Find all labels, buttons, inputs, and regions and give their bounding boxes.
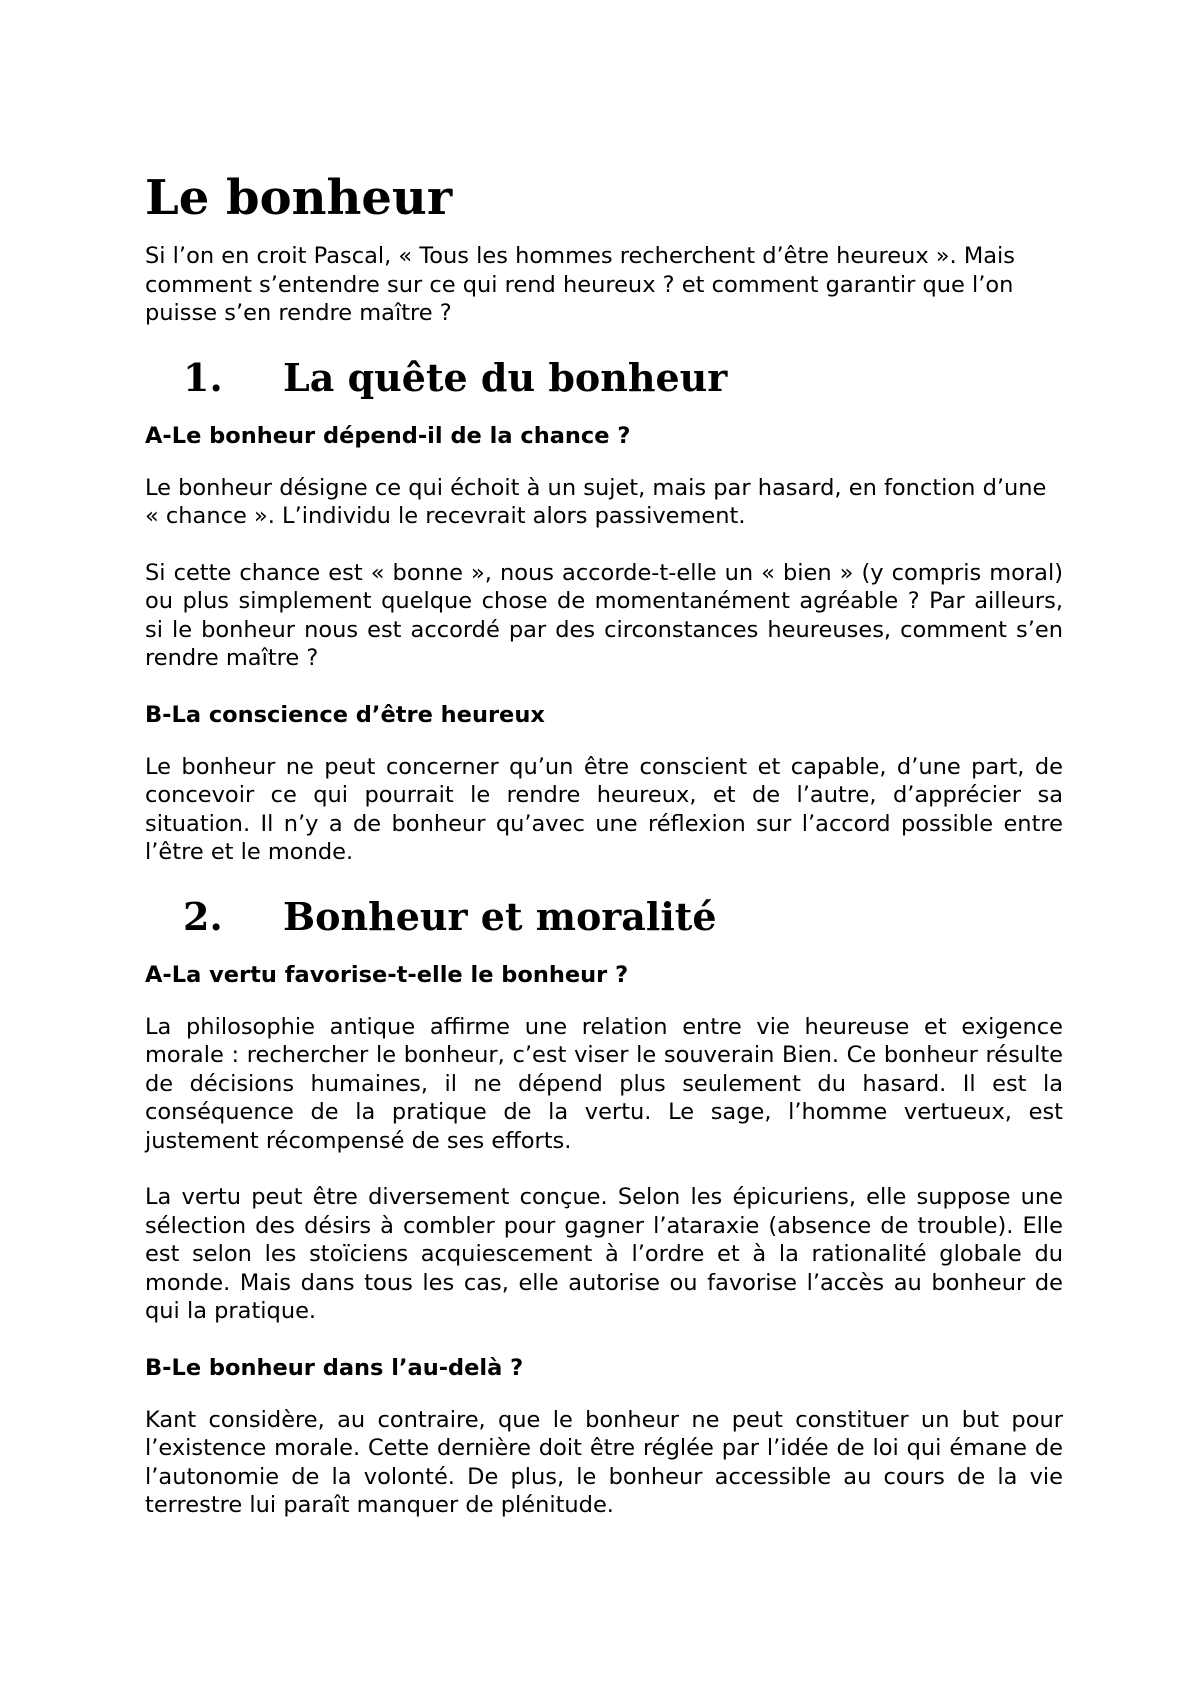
subsection-heading: B-Le bonheur dans l’au-delà ?	[145, 1354, 524, 1381]
paragraph: La philosophie antique affirme une relation entre vie heureuse et exigence morale : rechercher le bonheur, c’est viser le souverain Bien. Ce bonheur résulte de décisions humaines, il ne dépend plus seulement du hasard. Il est la conséquence de la pratique de la vertu. Le sage, l’homme vertueux, est justement récompensé de ses efforts.	[145, 1013, 1063, 1154]
paragraph: Le bonheur désigne ce qui échoit à un sujet, mais par hasard, en fonction d’une « chance ». L’individu le recevrait alors passivement.	[145, 474, 1047, 529]
section-2	[145, 895, 1063, 1520]
subsection-heading: B-La conscience d’être heureux	[145, 701, 545, 728]
paragraph: Kant considère, au contraire, que le bonheur ne peut constituer un but pour l’existence morale. Cette dernière doit être réglée par l’idée de loi qui émane de l’autonomie de la volonté. De plus, le bonheur accessible au cours de la vie terrestre lui paraît manquer de plénitude.	[145, 1406, 1063, 1518]
section-title: Bonheur et moralité	[283, 893, 717, 939]
paragraph: Si cette chance est « bonne », nous accorde-t-elle un « bien » (y compris moral) ou plus simplement quelque chose de momentanément agréable ? Par ailleurs, si le bonheur nous est accordé par des circonstances heureuses, comment s’en rendre maître ?	[145, 559, 1063, 671]
section-heading	[145, 895, 1063, 939]
section-title: La quête du bonheur	[283, 354, 728, 400]
section-number: 1.	[183, 354, 223, 400]
intro-paragraph: Si l’on en croit Pascal, « Tous les hommes recherchent d’être heureux ». Mais comment s’entendre sur ce qui rend heureux ? et comment garantir que l’on puisse s’en rendre maître ?	[145, 243, 1016, 326]
subsection-heading: A-La vertu favorise-t-elle le bonheur ?	[145, 961, 629, 988]
subsection-heading: A-Le bonheur dépend-il de la chance ?	[145, 422, 631, 449]
document-page	[145, 170, 1063, 1548]
section-heading	[145, 356, 1063, 400]
section-number: 2.	[183, 893, 223, 939]
paragraph: La vertu peut être diversement conçue. Selon les épicuriens, elle suppose une sélection des désirs à combler pour gagner l’ataraxie (absence de trouble). Elle est selon les stoïciens acquiescement à l’ordre et à la rationalité globale du monde. Mais dans tous les cas, elle autorise ou favorise l’accès au bonheur de qui la pratique.	[145, 1184, 1063, 1324]
section-1	[145, 356, 1063, 867]
paragraph: Le bonheur ne peut concerner qu’un être conscient et capable, d’une part, de concevoir ce qui pourrait le rendre heureux, et de l’autre, d’apprécier sa situation. Il n’y a de bonheur qu’avec une réflexion sur l’accord possible entre l’être et le monde.	[145, 753, 1063, 865]
page-title: Le bonheur	[145, 170, 453, 226]
